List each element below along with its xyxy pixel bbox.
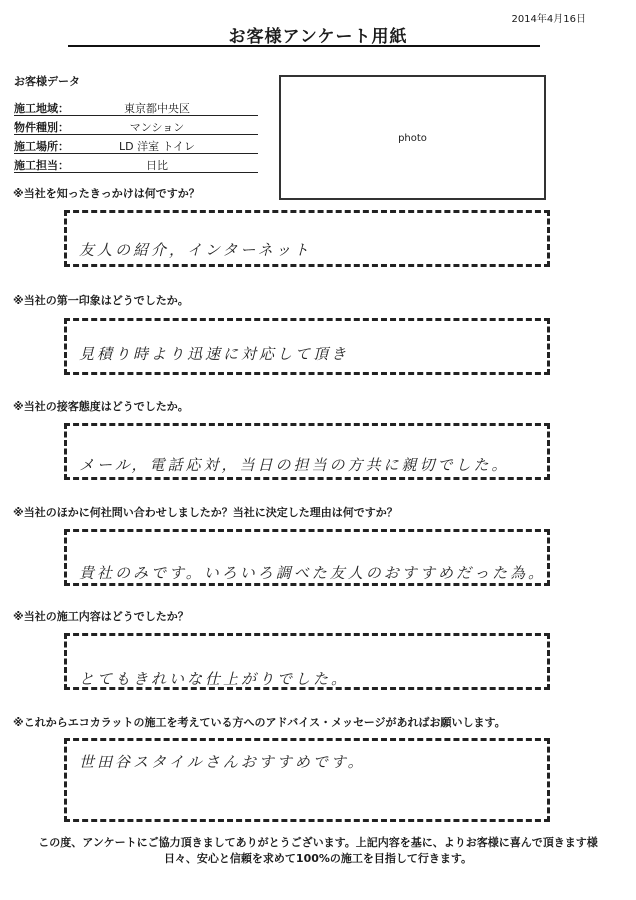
info-label: 施工担当： xyxy=(14,159,69,172)
answer-box-3 xyxy=(64,423,550,480)
answer-text-6: 世田谷スタイルさんおすすめです。 xyxy=(79,753,366,771)
footer-line-2: 日々、安心と信頼を求めて100%の施工を目指して行きます。 xyxy=(163,852,473,865)
answer-box-2 xyxy=(64,318,550,375)
info-row-area xyxy=(14,98,258,116)
answer-text-5: とてもきれいな仕上がりでした。 xyxy=(79,670,350,688)
info-label: 施工地域： xyxy=(14,102,69,115)
info-value: マンション xyxy=(129,121,185,134)
info-label: 物件種別： xyxy=(14,121,69,134)
footer-line-1: この度、アンケートにご協力頂きましてありがとうございます。上記内容を基に、よりお客様に喜んで頂きます様 xyxy=(38,836,598,849)
answer-box-6 xyxy=(64,738,550,822)
info-row-property-type xyxy=(14,117,258,135)
answer-box-1 xyxy=(64,210,550,267)
answer-text-2: 見積り時より迅速に対応して頂き xyxy=(79,345,350,363)
question-5: ※当社の施工内容はどうでしたか？ xyxy=(13,610,189,623)
question-4: ※当社のほかに何社問い合わせしましたか？当社に決定した理由は何ですか？ xyxy=(13,506,398,519)
photo-label: photo xyxy=(398,133,427,144)
survey-date: 2014年4月16日 xyxy=(511,14,586,25)
question-6: ※これからエコカラットの施工を考えている方へのアドバイス・メッセージがあればお願いします。 xyxy=(13,716,506,729)
customer-data-heading: お客様データ xyxy=(14,75,80,88)
question-2: ※当社の第一印象はどうでしたか。 xyxy=(13,294,189,307)
info-row-staff xyxy=(14,155,258,173)
info-value: 日比 xyxy=(146,159,168,172)
question-3: ※当社の接客態度はどうでしたか。 xyxy=(13,400,189,413)
info-label: 施工場所： xyxy=(14,140,69,153)
title-underline xyxy=(68,45,540,47)
photo-placeholder xyxy=(279,75,546,200)
page-title: お客様アンケート用紙 xyxy=(228,27,408,47)
answer-box-5 xyxy=(64,633,550,690)
info-value: LD 洋室 トイレ xyxy=(118,140,196,153)
answer-text-1: 友人の紹介，インターネット xyxy=(79,241,312,259)
answer-text-4: 貴社のみです。いろいろ調べた友人のおすすめだった為。 xyxy=(79,564,546,582)
answer-box-4 xyxy=(64,529,550,586)
question-1: ※当社を知ったきっかけは何ですか？ xyxy=(13,187,200,200)
answer-text-3: メール，電話応対，当日の担当の方共に親切でした。 xyxy=(79,456,510,474)
info-row-location xyxy=(14,136,258,154)
info-value: 東京都中央区 xyxy=(124,102,190,115)
